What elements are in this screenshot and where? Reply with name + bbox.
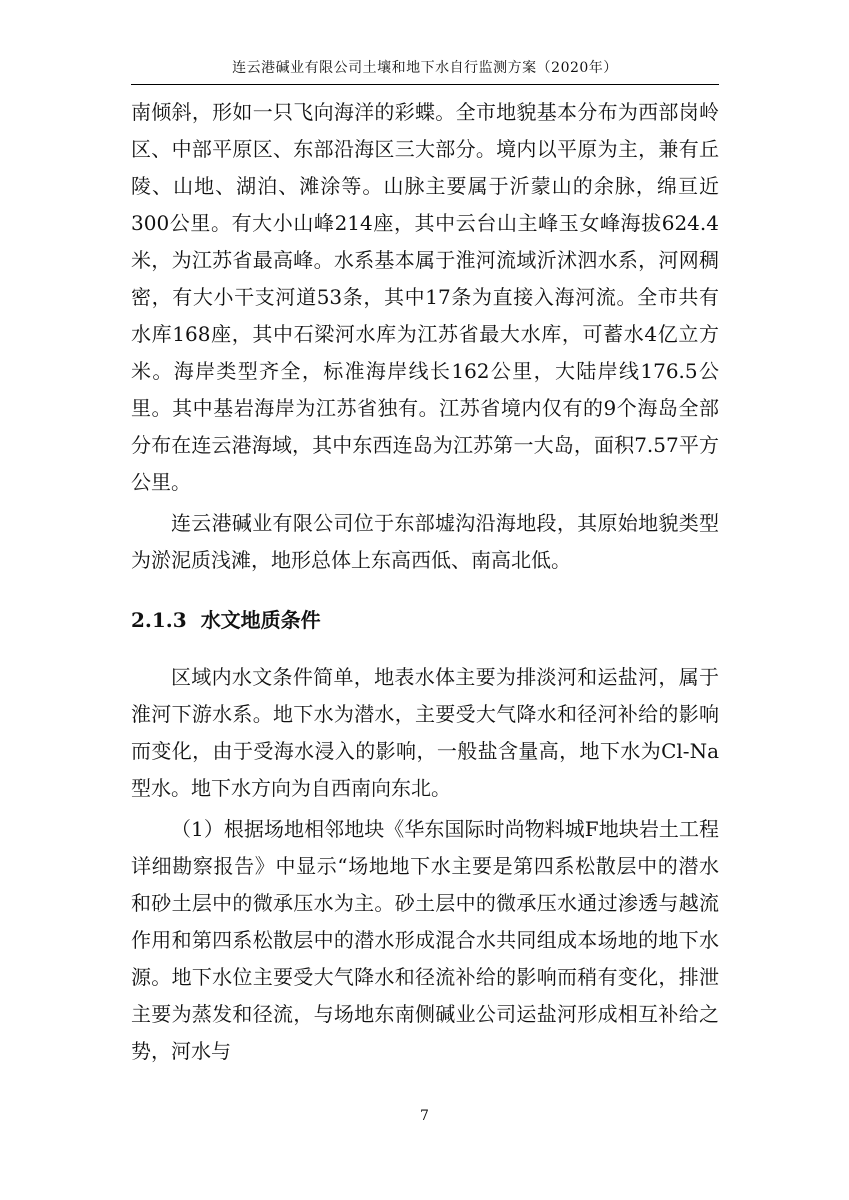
section-title: 水文地质条件 [200,608,321,632]
page-number: 7 [420,1108,429,1124]
paragraph-hydrology: 区域内水文条件简单，地表水体主要为排淡河和运盐河，属于淮河下游水系。地下水为潜水，主要受大气降水和径河补给的影响而变化，由于受海水浸入的影响，一般盐含量高，地下水为Cl-Na型水。地下水方向为自西南向东北。 [131,665,719,800]
section-number: 2.1.3 [131,608,187,632]
paragraph-survey-report: （1）根据场地相邻地块《华东国际时尚物料城F地块岩土工程详细勘察报告》中显示“场地地下水主要是第四系松散层中的潜水和砂土层中的微承压水为主。砂土层中的微承压水通过渗透与越流作用和第四系松散层中的潜水形成混合水共同组成本场地的地下水源。地下水位主要受大气降水和径流补给的影响而稍有变化，排泄主要为蒸发和径流，与场地东南侧碱业公司运盐河形成相互补给之势，河水与 [131,817,719,1063]
paragraph-site-landform: 连云港碱业有限公司位于东部墟沟沿海地段，其原始地貌类型为淤泥质浅滩，地形总体上东高西低、南高北低。 [131,511,719,572]
paragraph-landform: 南倾斜，形如一只飞向海洋的彩蝶。全市地貌基本分布为西部岗岭区、中部平原区、东部沿海区三大部分。境内以平原为主，兼有丘陵、山地、湖泊、滩涂等。山脉主要属于沂蒙山的余脉，绵亘近300公里。有大小山峰214座，其中云台山主峰玉女峰海拔624.4米，为江苏省最高峰。水系基本属于淮河流域沂沭泗水系，河网稠密，有大小干支河道53条，其中17条为直接入海河流。全市共有水库168座，其中石梁河水库为江苏省最大水库，可蓄水4亿立方米。海岸类型齐全，标准海岸线长162公里，大陆岸线176.5公里。其中基岩海岸为江苏省独有。江苏省境内仅有的9个海岛全部分布在连云港海域，其中东西连岛为江苏第一大岛，面积7.57平方公里。 [131,100,719,494]
page-header: 连云港碱业有限公司土壤和地下水自行监测方案（2020年） [232,60,618,76]
header-rule [131,84,719,85]
document-body [131,94,719,1070]
section-heading [131,605,719,635]
